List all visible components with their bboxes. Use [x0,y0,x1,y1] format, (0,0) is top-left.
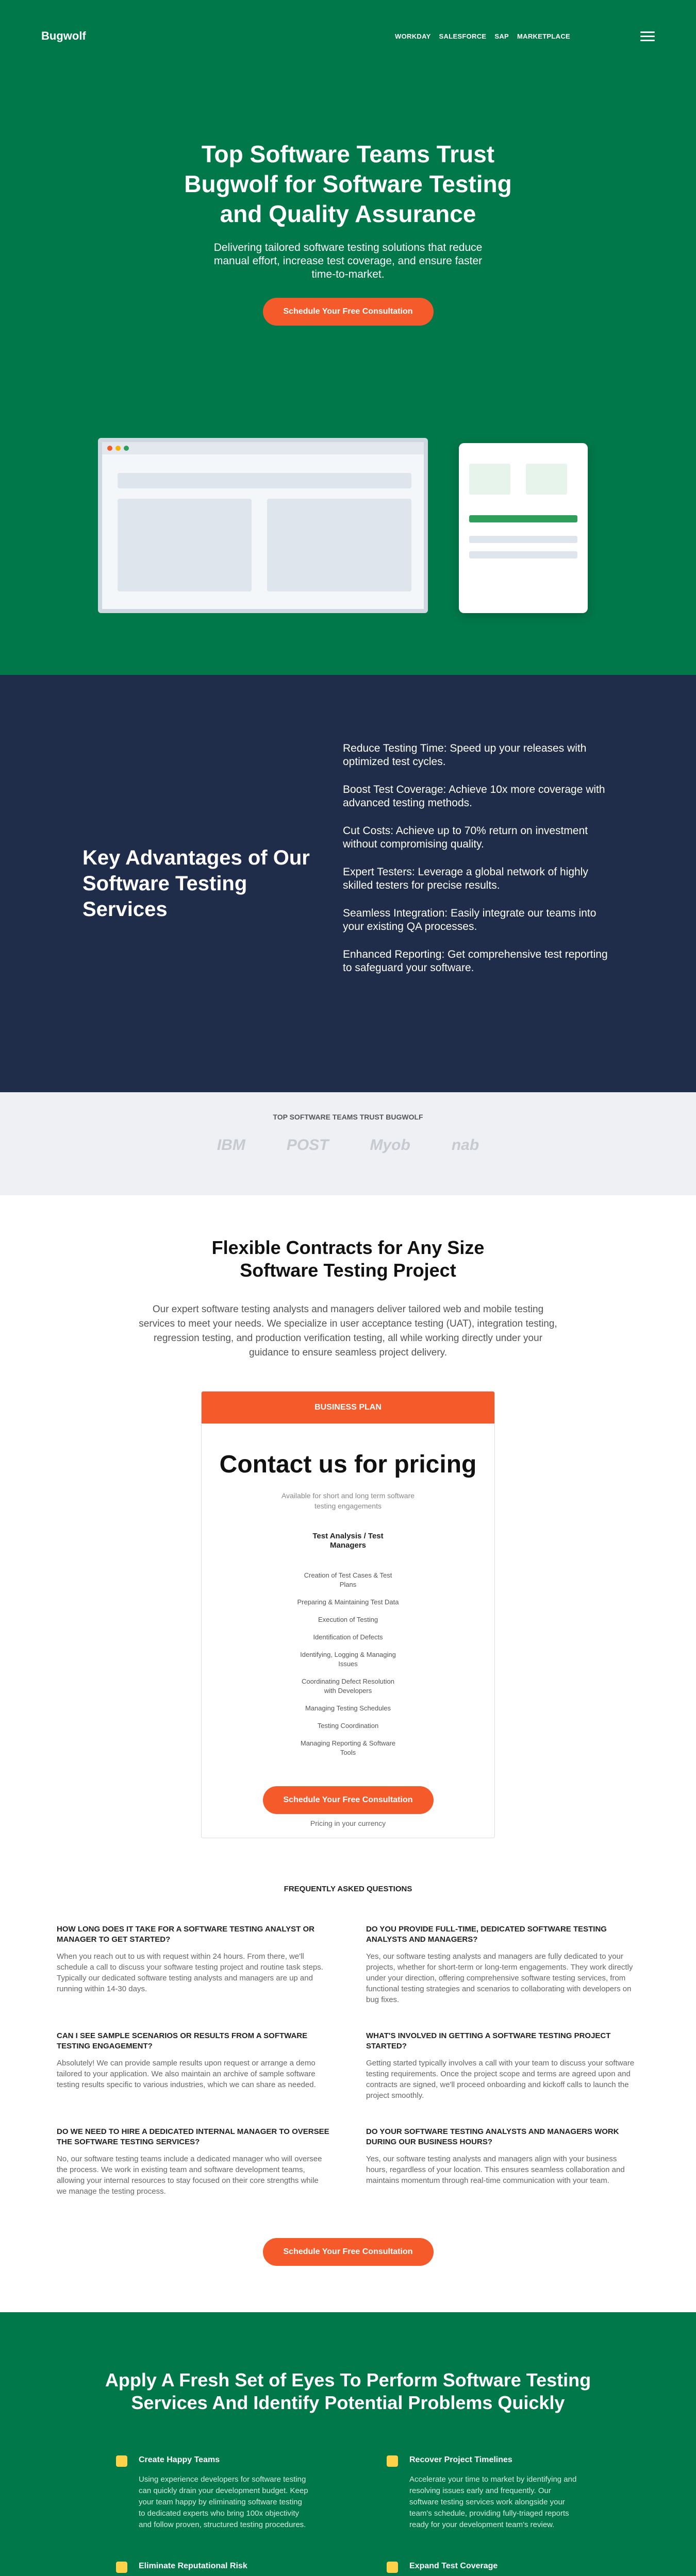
service-icon [387,2455,398,2467]
plan-feature: Coordinating Defect Resolution with Developers [302,1677,394,1694]
faq-answer: No, our software testing teams include a dedicated manager who will oversee the process. We work in existing team and software development teams, allowing your internal resources to stay focused on their core strengths while we manage the testing process. [57,2155,322,2196]
hero-cta-button[interactable]: Schedule Your Free Consultation [263,298,434,326]
faq-item [366,1924,639,2005]
service-item [387,2455,580,2531]
nav-link-salesforce[interactable]: SALESFORCE [439,32,487,40]
logo[interactable]: Bugwolf [41,29,86,42]
faq-item [366,2031,639,2101]
nav-link-workday[interactable]: WORKDAY [395,32,431,40]
advantages-title: Key Advantages of Our Software Testing Services [82,846,310,921]
hero [0,0,696,675]
service-icon [116,2455,127,2467]
pricing-section [0,1195,696,1838]
advantage-item: Boost Test Coverage: Achieve 10x more coverage with advanced testing methods. [343,784,605,809]
plan-subtitle: Available for short and long term software testing engagements [281,1492,415,1510]
plan-feature: Testing Coordination [317,1722,379,1730]
plan-feature: Managing Testing Schedules [305,1704,391,1712]
hero-illustration [98,438,619,618]
faq-answer: Getting started typically involves a call with your team to discuss your software testing requirements. Once the project scope and terms are agreed upon and contracts are signed, we'll proceed onboarding and kickoff calls to launch the project smoothly. [366,2059,635,2100]
faq-item [57,2031,330,2101]
advantage-item: Seamless Integration: Easily integrate our teams into your existing QA processes. [343,907,596,933]
plan-feature: Identifying, Logging & Managing Issues [300,1651,396,1668]
pricing-body: Our expert software testing analysts and managers deliver tailored web and mobile testing services to meet your needs. We specialize in user acceptance testing (UAT), integration testing, regression testing, and production verification testing, all while working directly under your guidance to ensure seamless project delivery. [139,1304,557,1358]
plan-card [201,1391,495,1838]
faq-question: DO YOU PROVIDE FULL-TIME, DEDICATED SOFTWARE TESTING ANALYSTS AND MANAGERS? [366,1925,607,1944]
faq-question: WHAT'S INVOLVED IN GETTING A SOFTWARE TESTING PROJECT STARTED? [366,2031,611,2050]
advantage-item: Expert Testers: Leverage a global network of highly skilled testers for precise results. [343,866,588,891]
faq-question: CAN I SEE SAMPLE SCENARIOS OR RESULTS FROM A SOFTWARE TESTING ENGAGEMENT? [57,2031,308,2050]
nav-link-marketplace[interactable]: MARKETPLACE [517,32,570,40]
faq-item [366,2127,639,2197]
plan-feature: Execution of Testing [318,1616,378,1623]
plan-feature: Managing Reporting & Software Tools [300,1739,396,1756]
faq-question: DO YOUR SOFTWARE TESTING ANALYSTS AND MANAGERS WORK DURING OUR BUSINESS HOURS? [366,2127,619,2146]
faq-answer: When you reach out to us with request within 24 hours. From there, we'll schedule a call to discuss your software testing project and routine task steps. Typically our dedicated software testing analysts and managers are up and running within 14-30 days. [57,1952,323,1993]
faq-answer: Yes, our software testing analysts and managers align with your business hours, regardless of your location. This ensures seamless collaboration and maintains momentum through real-time communication with your team. [366,2155,625,2185]
faq-item [57,1924,330,2005]
service-icon [116,2562,127,2573]
service-item [116,2455,309,2531]
service-item [116,2562,309,2576]
trust-label: TOP SOFTWARE TEAMS TRUST BUGWOLF [273,1113,423,1121]
services-title: Apply A Fresh Set of Eyes To Perform Software Testing Services And Identify Potential Problems Quickly [105,2369,591,2413]
services-section [0,2312,696,2576]
hero-title: Top Software Teams Trust Bugwolf for Software Testing and Quality Assurance [184,141,512,227]
plan-feature: Identification of Defects [313,1633,383,1641]
plan-feature: Test Analysis / Test Managers [312,1532,384,1550]
advantage-item: Reduce Testing Time: Speed up your releases with optimized test cycles. [343,742,587,768]
advantage-item: Enhanced Reporting: Get comprehensive test reporting to safeguard your software. [343,948,608,974]
nav-link-sap[interactable]: SAP [494,32,509,40]
plan-feature: Preparing & Maintaining Test Data [297,1598,399,1606]
advantage-item: Cut Costs: Achieve up to 70% return on investment without compromising quality. [343,825,588,850]
faq-answer: Yes, our software testing analysts and managers are fully dedicated to your projects, whether for short-term or long-term engagements. They work directly under your direction, offering comprehensive software testing services, from functional testing strategies and scenarios to collaborating with developers on bug fixes. [366,1952,633,2004]
pricing-title: Flexible Contracts for Any Size Software Testing Project [211,1237,485,1281]
client-logo: IBM [217,1137,245,1154]
plan-feature: Creation of Test Cases & Test Plans [304,1571,392,1588]
faq-question: HOW LONG DOES IT TAKE FOR A SOFTWARE TESTING ANALYST OR MANAGER TO GET STARTED? [57,1925,315,1944]
service-title: Expand Test Coverage [409,2562,498,2570]
faq-section [0,1838,696,2312]
client-logo: Myob [370,1137,410,1154]
client-logo: nab [451,1137,479,1154]
advantages-section [0,675,696,1092]
service-title: Create Happy Teams [139,2455,220,2464]
service-title: Eliminate Reputational Risk [139,2562,247,2570]
faq-item [57,2127,330,2197]
plan-note: Pricing in your currency [310,1819,386,1827]
trust-logos [0,1092,696,1195]
faq-cta-button[interactable]: Schedule Your Free Consultation [263,2238,434,2266]
plan-title: Contact us for pricing [219,1451,477,1478]
menu-icon[interactable] [640,31,655,41]
plan-cta-button[interactable]: Schedule Your Free Consultation [263,1786,434,1814]
client-logo: POST [286,1137,329,1154]
faq-title: FREQUENTLY ASKED QUESTIONS [284,1885,412,1893]
plan-badge: BUSINESS PLAN [202,1392,494,1423]
top-nav [0,0,696,72]
service-title: Recover Project Timelines [409,2455,512,2464]
service-desc: Accelerate your time to market by identifying and resolving issues early and frequently. Our software testing services work alongside your team's schedule, providing fully-triaged reports ready for your development team's review. [409,2475,577,2529]
service-item [387,2562,580,2576]
faq-question: DO WE NEED TO HIRE A DEDICATED INTERNAL MANAGER TO OVERSEE THE SOFTWARE TESTING SERVICES? [57,2127,329,2146]
service-desc: Using experience developers for software testing can quickly drain your development budget. Keep your team happy by eliminating software testing to dedicated experts who bring 100x objectivity and follow proven, structured testing procedures. [139,2475,308,2529]
service-icon [387,2562,398,2573]
hero-subtitle: Delivering tailored software testing solutions that reduce manual effort, increase test coverage, and ensure faster time-to-market. [213,242,483,280]
faq-answer: Absolutely! We can provide sample results upon request or arrange a demo tailored to your application. We also maintain an archive of sample software testing results specific to various industries, which we can share as needed. [57,2059,316,2089]
